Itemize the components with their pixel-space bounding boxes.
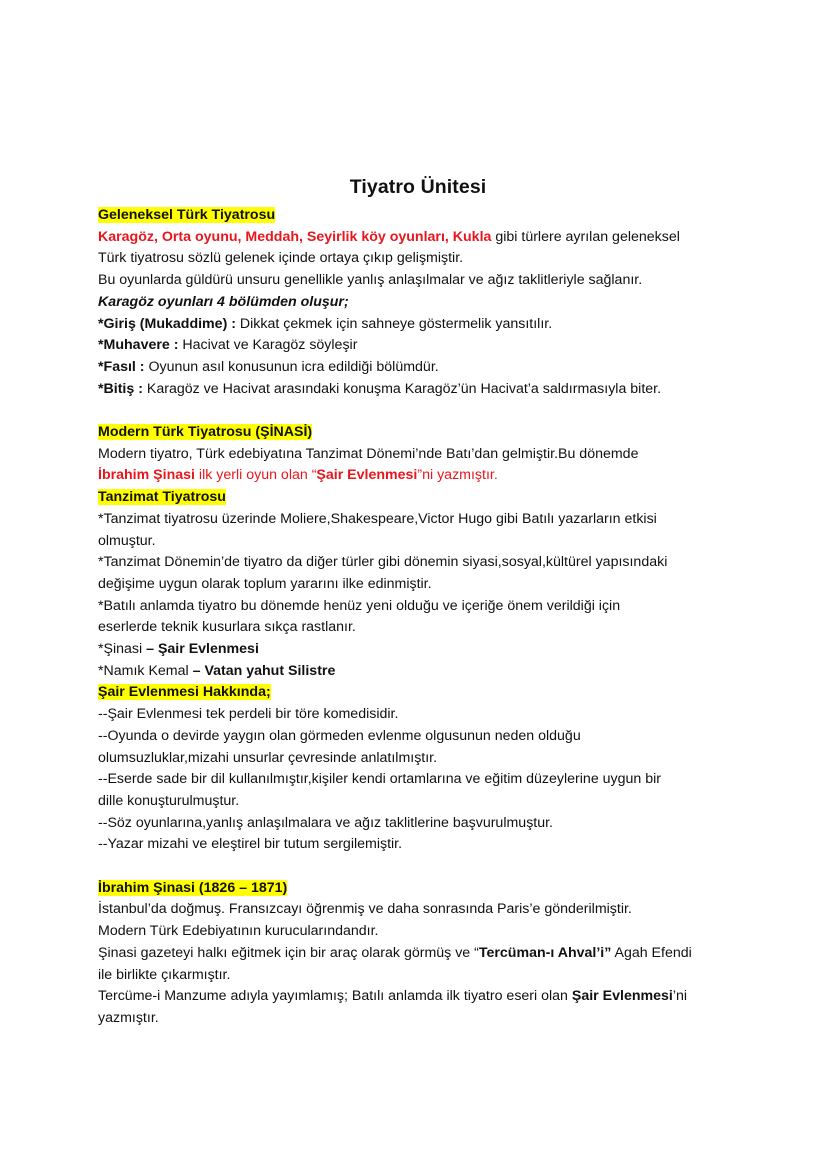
work-item — [98, 639, 738, 661]
work-item — [98, 661, 738, 683]
paragraph-line — [98, 227, 738, 249]
paragraph-line: Modern tiyatro, Türk edebiyatına Tanzimat Dönemi’nde Batı’dan gelmiştir.Bu dönemde — [98, 445, 639, 462]
text: Agah Efendi — [611, 944, 692, 961]
spacer — [98, 400, 738, 422]
red-bold: Şair Evlenmesi — [316, 467, 418, 484]
paragraph-line: Türk tiyatrosu sözlü gelenek içinde ortaya çıkıp gelişmiştir. — [98, 250, 464, 267]
subsection-heading-tanzimat — [98, 487, 738, 509]
highlighted-heading: Tanzimat Tiyatrosu — [98, 489, 226, 506]
paragraph-line: *Tanzimat Dönemin’de tiyatro da diğer türler gibi dönemin siyasi,sosyal,kültürel yapısındaki — [98, 554, 668, 571]
text: Tercüme-i Manzume adıyla yayımlamış; Batılı anlamda ilk tiyatro eseri olan — [98, 988, 572, 1005]
term: *Giriş (Mukaddime) : — [98, 315, 236, 332]
paragraph-line — [98, 943, 738, 965]
paragraph-line: değişime uygun olarak toplum yararını ilke edinmiştir. — [98, 575, 432, 592]
red-text: ilk yerli oyun olan “ — [194, 467, 317, 484]
paragraph-line: --Söz oyunlarına,yanlış anlaşılmalara ve ağız taklitlerine başvurulmuştur. — [98, 814, 553, 831]
paragraph-line: yazmıştır. — [98, 1009, 159, 1026]
red-text: ”ni yazmıştır. — [417, 467, 498, 484]
section-heading-geleneksel — [98, 205, 738, 227]
term: *Muhavere : — [98, 337, 179, 354]
paragraph-line: olumsuzluklar,mizahi unsurlar çevresinde anlatılmıştır. — [98, 749, 438, 766]
author: *Namık Kemal — [98, 662, 193, 679]
author: *Şinasi — [98, 641, 147, 658]
highlighted-heading: İbrahim Şinasi (1826 – 1871) — [98, 879, 288, 896]
spacer — [98, 856, 738, 878]
highlighted-heading: Modern Türk Tiyatrosu (ŞİNASİ) — [98, 424, 313, 441]
highlighted-heading: Geleneksel Türk Tiyatrosu — [98, 207, 276, 223]
page-title: Tiyatro Ünitesi — [349, 176, 487, 198]
paragraph-line: *Tanzimat tiyatrosu üzerinde Moliere,Shakespeare,Victor Hugo gibi Batılı yazarların etkisi — [98, 510, 657, 527]
paragraph-line: eserlerde teknik kusurlara sıkça rastlanır. — [98, 619, 356, 636]
definition: Karagöz ve Hacivat arasındaki konuşma Karagöz’ün Hacivat’a saldırmasıyla biter. — [142, 380, 662, 397]
bold-text: Şair Evlenmesi — [571, 988, 673, 1005]
definition: Oyunun asıl konusunun icra edildiği bölümdür. — [144, 358, 439, 375]
definition: Hacivat ve Karagöz söyleşir — [178, 337, 358, 354]
subheading-karagoz: Karagöz oyunları 4 bölümden oluşur; — [98, 293, 349, 310]
paragraph-line: Modern Türk Edebiyatının kurucularındandır. — [98, 923, 379, 940]
paragraph-line: --Şair Evlenmesi tek perdeli bir töre komedisidir. — [98, 706, 399, 723]
paragraph-line: ile birlikte çıkarmıştır. — [98, 966, 231, 983]
paragraph-line: *Batılı anlamda tiyatro bu dönemde henüz yeni olduğu ve içeriğe önem verildiği için — [98, 597, 621, 614]
bold-text: Tercüman-ı Ahval’i” — [478, 944, 612, 961]
work-title: – Vatan yahut Silistre — [192, 662, 336, 679]
text: ’ni — [672, 988, 688, 1005]
document-page — [98, 176, 738, 1030]
work-title: – Şair Evlenmesi — [146, 641, 259, 658]
section-heading-modern — [98, 422, 738, 444]
text: Şinasi gazeteyi halkı eğitmek için bir araç olarak görmüş ve “ — [98, 944, 479, 961]
list-item — [98, 379, 738, 401]
text: gibi türlere ayrılan geleneksel — [491, 228, 680, 245]
term: *Bitiş : — [98, 380, 143, 397]
list-item — [98, 335, 738, 357]
paragraph-line: olmuştur. — [98, 532, 156, 549]
paragraph-line: --Eserde sade bir dil kullanılmıştır,kişiler kendi ortamlarına ve eğitim düzeylerine uygun bir — [98, 771, 662, 788]
list-item — [98, 357, 738, 379]
red-bold: İbrahim Şinasi — [98, 467, 195, 484]
list-item — [98, 314, 738, 336]
paragraph-line: dille konuşturulmuştur. — [98, 792, 240, 809]
paragraph-line: Bu oyunlarda güldürü unsuru genellikle yanlış anlaşılmalar ve ağız taklitleriyle sağlanır. — [98, 272, 643, 289]
term: *Fasıl : — [98, 358, 145, 375]
paragraph-line — [98, 986, 738, 1008]
paragraph-line-red — [98, 465, 738, 487]
highlighted-heading: Şair Evlenmesi Hakkında; — [98, 684, 271, 701]
definition: Dikkat çekmek için sahneye göstermelik yansıtılır. — [235, 315, 553, 332]
paragraph-line: İstanbul’da doğmuş. Fransızcayı öğrenmiş ve daha sonrasında Paris’e gönderilmiştir. — [98, 901, 632, 918]
subsection-heading-sair — [98, 682, 738, 704]
section-heading-sinasi — [98, 878, 738, 900]
red-emphasis: Karagöz, Orta oyunu, Meddah, Seyirlik köy oyunları, Kukla — [98, 228, 492, 245]
paragraph-line: --Oyunda o devirde yaygın olan görmeden evlenme olgusunun neden olduğu — [98, 727, 581, 744]
paragraph-line: --Yazar mizahi ve eleştirel bir tutum sergilemiştir. — [98, 836, 403, 853]
